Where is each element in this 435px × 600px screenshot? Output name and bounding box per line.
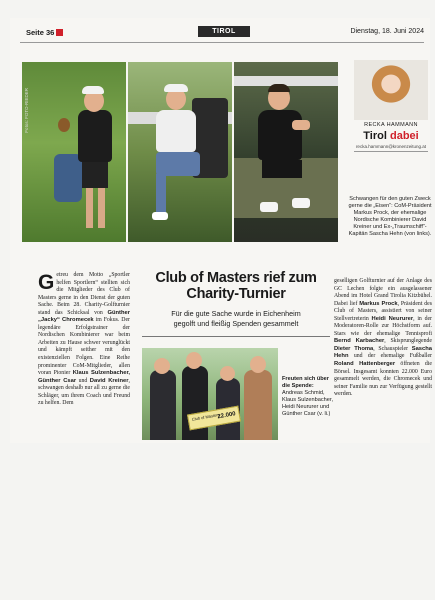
subhead-rule — [142, 336, 330, 337]
columnist-email[interactable]: recka.hammann@kronenzeitung.at — [355, 144, 427, 149]
columnist-name: RECKA HAMMANN — [364, 122, 418, 128]
columnist-rule — [354, 151, 428, 152]
article-column-1: Getreu dem Motto „Sportler helfen Sportlern“ stellten sich die Mitglieder des Club of Masters gerne in den Dienst der guten Sache. Beim 28. Charity-Golfturnier stand das Schicksal von Günther „Jacky“ Chromecek im Fokus. Der legendäre Erfolgstrainer der Nordischen Kombinierer war beim Arbeiten zu Hause schwer verunglückt und kämpft seither mit den existenziellen Folgen. Eine Reihe prominenter CoM-Mitglieder, allen voran Pionier Klaus Sulzenbacher, Günther Csar und David Kreiner, schwangen deshalb nur all zu gerne die Schläger, um ihrem Coach und Freund zu helfen. Dem — [38, 271, 130, 407]
article-headline: Club of Masters rief zum Charity-Turnier — [155, 270, 317, 302]
photo-caption-top: Schwangen für den guten Zweck gerne die „Eisen“: CoM-Präsident Markus Prock, der ehemalige Nordische Kombinierer David Kreiner und Ex-„Traumschiff“-Kapitän Sascha Hehn (von links). — [348, 196, 432, 238]
columnist-portrait — [354, 60, 428, 120]
section-label: TIROL — [198, 26, 250, 37]
photo-golfer-with-bag — [22, 62, 126, 242]
page-header — [16, 24, 426, 40]
drop-cap: G — [38, 271, 55, 294]
photo-check-presentation — [142, 348, 278, 440]
header-rule — [20, 42, 424, 43]
photo-man-golf-cart — [234, 62, 338, 242]
column-brand: Tirol dabei — [363, 130, 419, 142]
brand-square-icon — [56, 29, 63, 36]
photo-caption-bottom: Freuten sich über die Spende: Andreas Schmid, Klaus Sulzenbacher, Heidi Neururer und Günther Csar (v. li.) — [282, 376, 333, 418]
article-column-3: geselligen Golfturnier auf der Anlage des GC Lechen folgte ein ausgelassener Abend im Hotel Grand Tirolia Kitzbühel. Dabei lief Markus Prock, Präsident des Club of Masters, assistiert von seiner Stellvertreterin Heidi Neururer, in der Moderatoren-Rolle zur Höchstform auf. Stars wie der ehemalige Tennisprofi Bernd Karbacher, Skisprunglegende Dieter Thoma, Schauspieler Sascha Hehn und der ehemalige Fußballer Roland Hattenberger öffneten die Börsel. Insgesamt konnten 22.000 Euro gesammelt werden, die Chromecek und seiner Familie nun zur Verfügung gestellt werden. — [334, 278, 433, 398]
donation-check: Club of Masters 22.000 — [187, 406, 241, 431]
photo-man-white-shirt — [128, 62, 232, 242]
article-subheadline: Für die gute Sache wurde in Eichenheim gegolft und fleißig Spenden gesammelt — [171, 309, 301, 328]
issue-date: Dienstag, 18. Juni 2024 — [350, 28, 424, 35]
newspaper-page — [10, 18, 433, 443]
photo-credit: Fotos: FOTO-RIEDER — [24, 88, 29, 133]
page-number: Seite 36 — [26, 28, 63, 37]
